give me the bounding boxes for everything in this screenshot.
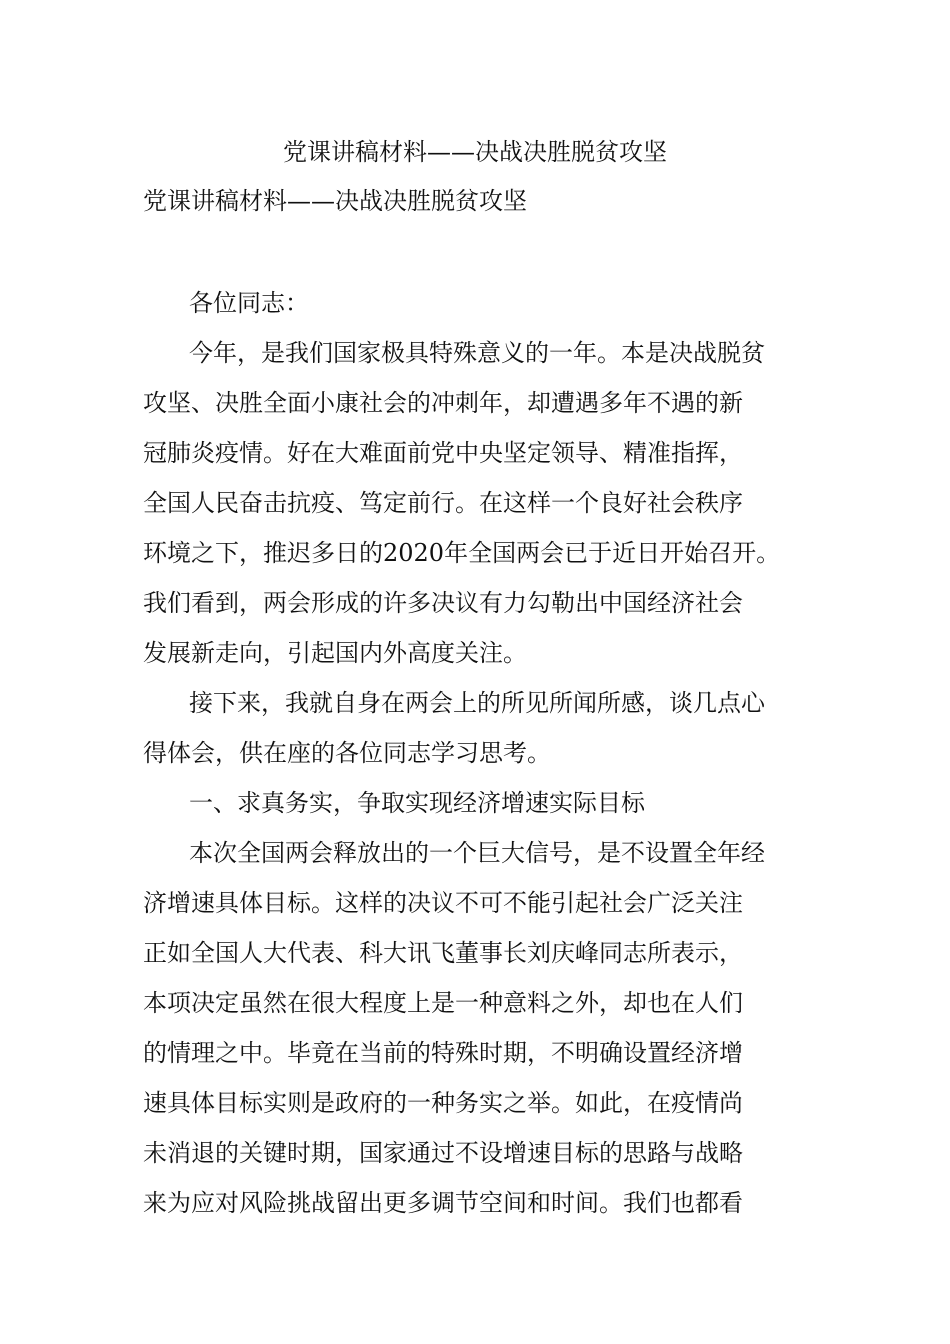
body-text-line: 正如全国人大代表、科大讯飞董事长刘庆峰同志所表示，	[143, 939, 743, 967]
body-text-line: 发展新走向，引起国内外高度关注。	[143, 639, 527, 667]
body-text-line: 本次全国两会释放出的一个巨大信号，是不设置全年经	[189, 839, 765, 867]
body-text-line: 全国人民奋击抗疫、笃定前行。在这样一个良好社会秩序	[143, 489, 743, 517]
salutation-line: 各位同志：	[189, 289, 309, 317]
document-title: 党课讲稿材料——决战决胜脱贫攻坚	[283, 138, 667, 166]
section-heading: 一、求真务实，争取实现经济增速实际目标	[189, 789, 645, 817]
body-text-line: 济增速具体目标。这样的决议不可不能引起社会广泛关注	[143, 889, 743, 917]
body-text-line: 未消退的关键时期，国家通过不设增速目标的思路与战略	[143, 1139, 743, 1167]
body-text-line: 我们看到，两会形成的许多决议有力勾勒出中国经济社会	[143, 589, 743, 617]
body-text-line: 冠肺炎疫情。好在大难面前党中央坚定领导、精准指挥，	[143, 439, 743, 467]
body-text-line: 攻坚、决胜全面小康社会的冲刺年，却遭遇多年不遇的新	[143, 389, 743, 417]
body-text-line: 的情理之中。毕竟在当前的特殊时期，不明确设置经济增	[143, 1039, 743, 1067]
document-subtitle: 党课讲稿材料——决战决胜脱贫攻坚	[143, 187, 527, 215]
body-text-line: 接下来，我就自身在两会上的所见所闻所感，谈几点心	[189, 689, 765, 717]
body-text-line: 环境之下，推迟多日的2020年全国两会已于近日开始召开。	[143, 539, 781, 567]
body-text-line: 速具体目标实则是政府的一种务实之举。如此，在疫情尚	[143, 1089, 743, 1117]
body-text-line: 来为应对风险挑战留出更多调节空间和时间。我们也都看	[143, 1189, 743, 1217]
body-text-line: 今年，是我们国家极具特殊意义的一年。本是决战脱贫	[189, 339, 765, 367]
body-text-line: 得体会，供在座的各位同志学习思考。	[143, 739, 551, 767]
body-text-line: 本项决定虽然在很大程度上是一种意料之外，却也在人们	[143, 989, 743, 1017]
